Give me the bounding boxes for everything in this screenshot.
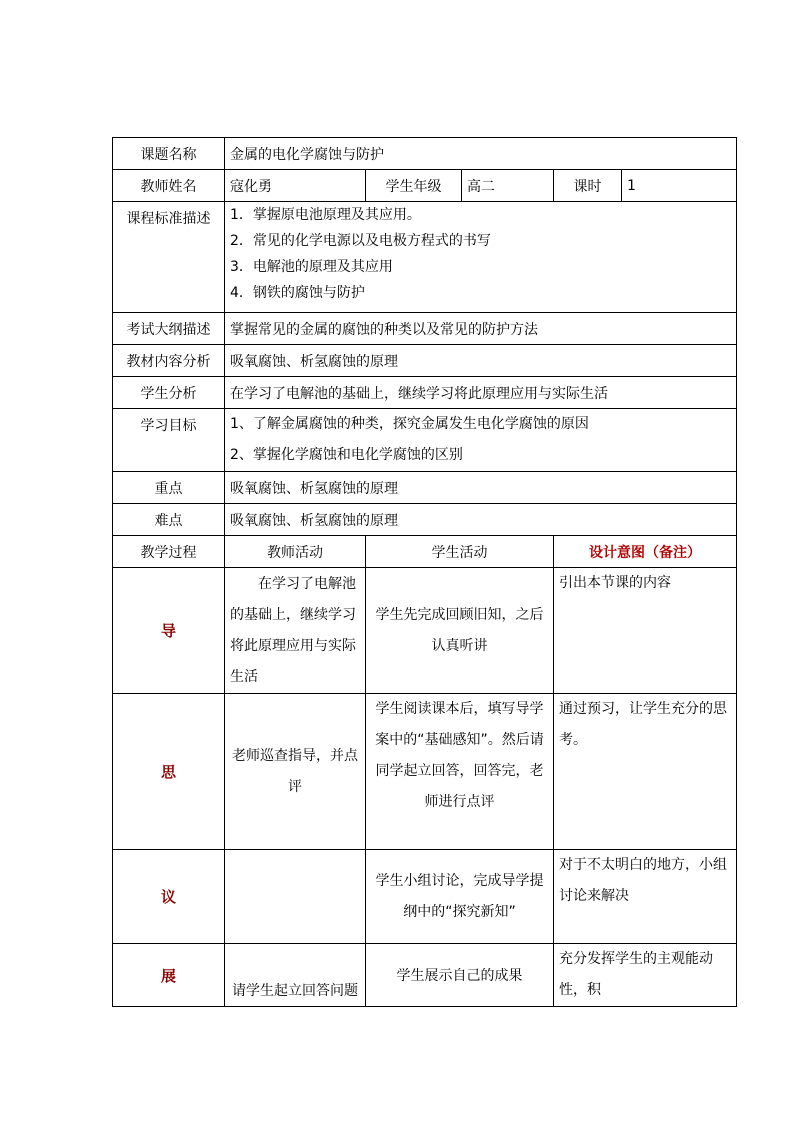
stage-name: 思 — [113, 694, 225, 850]
stage-design-intent: 通过预习，让学生充分的思考。 — [554, 694, 737, 850]
stage-row — [113, 850, 737, 944]
goal-item: 2、掌握化学腐蚀和电化学腐蚀的区别 — [230, 447, 463, 463]
standard-item: 4．钢铁的腐蚀与防护 — [230, 285, 365, 301]
key-value: 吸氧腐蚀、析氢腐蚀的原理 — [225, 472, 737, 504]
teacher-value: 寇化勇 — [225, 170, 366, 202]
row-teacher — [113, 170, 737, 202]
lesson-plan-table — [112, 137, 737, 1007]
textbook-value: 吸氧腐蚀、析氢腐蚀的原理 — [225, 345, 737, 377]
stage-name: 导 — [113, 568, 225, 694]
stage-student-activity: 学生展示自己的成果 — [366, 944, 554, 1007]
difficulty-label: 难点 — [113, 504, 225, 536]
period-label: 课时 — [554, 170, 622, 202]
stage-row — [113, 568, 737, 694]
row-exam — [113, 313, 737, 345]
stage-teacher-activity: 老师巡查指导，并点评 — [225, 694, 366, 850]
period-value: 1 — [622, 170, 737, 202]
student-analysis-value: 在学习了电解池的基础上，继续学习将此原理应用与实际生活 — [225, 377, 737, 409]
row-goal — [113, 409, 737, 472]
stage-teacher-activity: 请学生起立回答问题 — [225, 944, 366, 1007]
stage-design-intent: 引出本节课的内容 — [554, 568, 737, 694]
row-textbook — [113, 345, 737, 377]
stage-row — [113, 694, 737, 850]
stage-teacher-activity: 在学习了电解池的基础上，继续学习将此原理应用与实际生活 — [225, 568, 366, 694]
stage-student-activity: 学生小组讨论，完成导学提纲中的“探究新知” — [366, 850, 554, 944]
process-header: 教学过程 — [113, 536, 225, 568]
stage-design-intent: 充分发挥学生的主观能动性，积 — [554, 944, 737, 1007]
goal-item: 1、了解金属腐蚀的种类，探究金属发生电化学腐蚀的原因 — [230, 416, 589, 432]
goal-list — [225, 409, 737, 472]
standard-item: 3．电解池的原理及其应用 — [230, 259, 393, 275]
stage-name: 展 — [113, 944, 225, 1007]
key-label: 重点 — [113, 472, 225, 504]
goal-label: 学习目标 — [113, 409, 225, 472]
stage-row — [113, 944, 737, 1007]
row-difficulty — [113, 504, 737, 536]
row-course-name — [113, 138, 737, 170]
exam-label: 考试大纲描述 — [113, 313, 225, 345]
standard-item: 1．掌握原电池原理及其应用。 — [230, 207, 421, 223]
stage-design-intent: 对于不太明白的地方，小组讨论来解决 — [554, 850, 737, 944]
row-process-header — [113, 536, 737, 568]
course-name-value: 金属的电化学腐蚀与防护 — [225, 138, 737, 170]
student-activity-header: 学生活动 — [366, 536, 554, 568]
course-name-label: 课题名称 — [113, 138, 225, 170]
exam-value: 掌握常见的金属的腐蚀的种类以及常见的防护方法 — [225, 313, 737, 345]
grade-value: 高二 — [462, 170, 554, 202]
row-standard — [113, 202, 737, 313]
teacher-activity-header: 教师活动 — [225, 536, 366, 568]
stage-teacher-activity — [225, 850, 366, 944]
standard-label: 课程标准描述 — [113, 202, 225, 313]
grade-label: 学生年级 — [366, 170, 462, 202]
standard-item: 2．常见的化学电源以及电极方程式的书写 — [230, 233, 491, 249]
teacher-label: 教师姓名 — [113, 170, 225, 202]
textbook-label: 教材内容分析 — [113, 345, 225, 377]
stage-student-activity: 学生先完成回顾旧知，之后认真听讲 — [366, 568, 554, 694]
difficulty-value: 吸氧腐蚀、析氢腐蚀的原理 — [225, 504, 737, 536]
stage-student-activity: 学生阅读课本后，填写导学案中的“基础感知”。然后请同学起立回答，回答完，老师进行点评 — [366, 694, 554, 850]
design-intent-header: 设计意图（备注） — [554, 536, 737, 568]
stage-name: 议 — [113, 850, 225, 944]
row-key — [113, 472, 737, 504]
student-analysis-label: 学生分析 — [113, 377, 225, 409]
row-student-analysis — [113, 377, 737, 409]
standard-list — [225, 202, 737, 313]
